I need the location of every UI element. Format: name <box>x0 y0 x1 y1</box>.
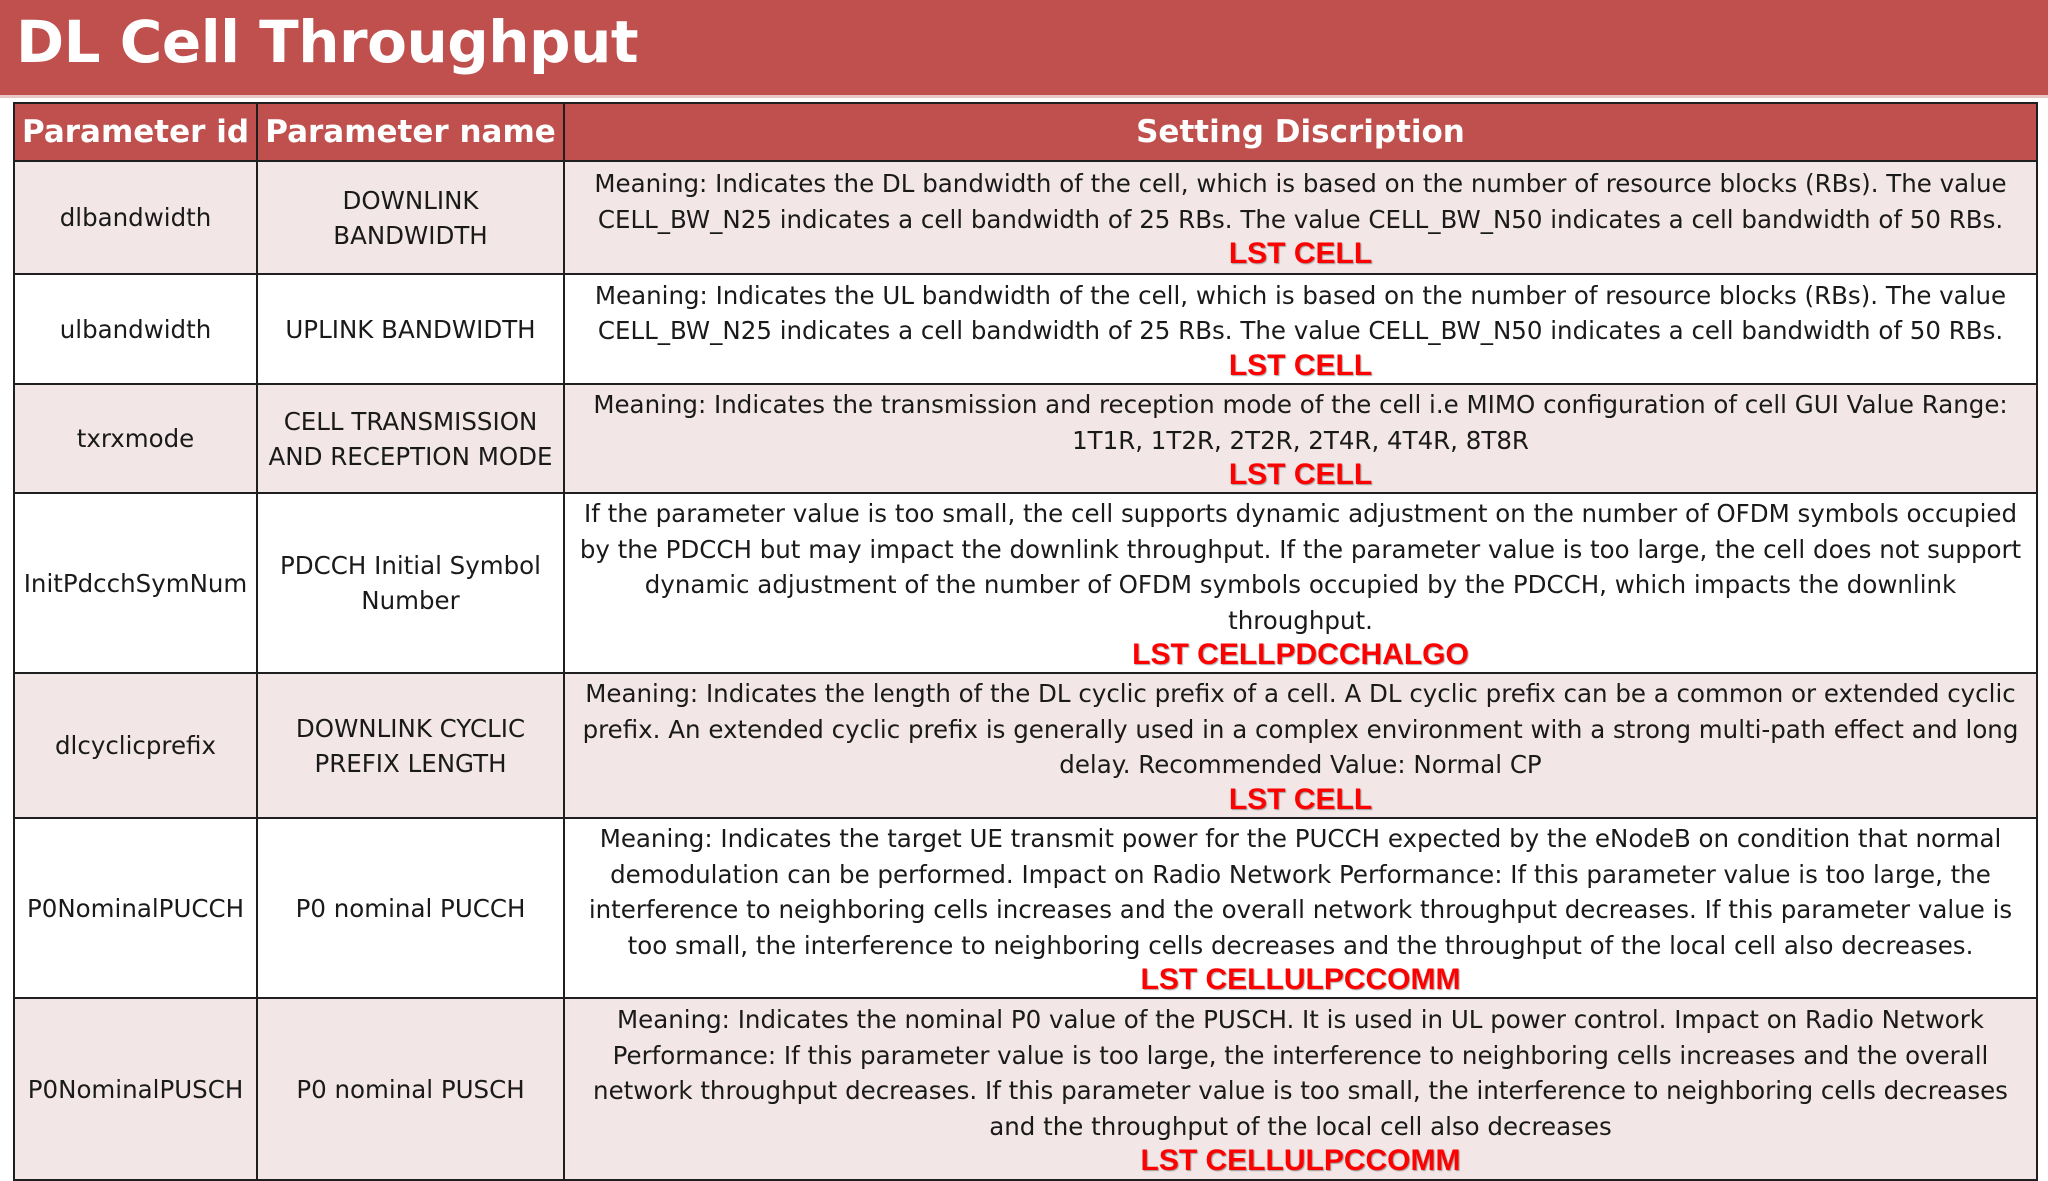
table-row <box>14 274 2037 384</box>
description-text: If the parameter value is too small, the cell supports dynamic adjustment on the number of OFDM symbols occupied by the PDCCH but may impact the downlink throughput. If the parameter value is too large, the cell does not support dynamic adjustment of the number of OFDM symbols occupied by the PDCCH, which impacts the downlink throughput. <box>579 499 2022 635</box>
header-parameter-name: Parameter name <box>257 103 564 161</box>
parameter-table <box>13 102 2038 1181</box>
parameter-id-cell: txrxmode <box>14 384 257 493</box>
table-header-row <box>14 103 2037 161</box>
table-row <box>14 161 2037 274</box>
parameter-name-cell: P0 nominal PUSCH <box>257 998 564 1180</box>
parameter-id-cell: P0NominalPUCCH <box>14 818 257 998</box>
description-cell <box>564 384 2037 493</box>
title-bar <box>0 0 2048 98</box>
command-label: LST CELL <box>1228 782 1373 816</box>
parameter-name-cell: P0 nominal PUCCH <box>257 818 564 998</box>
description-cell <box>564 493 2037 673</box>
parameter-id-cell: ulbandwidth <box>14 274 257 384</box>
command-label: LST CELL <box>1228 458 1373 491</box>
table-row <box>14 818 2037 998</box>
command-label: LST CELLULPCCOMM <box>1140 963 1461 996</box>
table-row <box>14 998 2037 1180</box>
command-label: LST CELL <box>1228 237 1373 270</box>
header-setting-description: Setting Discription <box>564 103 2037 161</box>
parameter-id-cell: P0NominalPUSCH <box>14 998 257 1180</box>
parameter-name-cell: DOWNLINK BANDWIDTH <box>257 161 564 274</box>
description-cell <box>564 818 2037 998</box>
description-text: Meaning: Indicates the length of the DL cyclic prefix of a cell. A DL cyclic prefix can be a common or extended cyclic prefix. An extended cyclic prefix is generally used in a complex environment with a strong multi-path effect and long delay. Recommended Value: Normal CP <box>582 679 2019 780</box>
description-text: Meaning: Indicates the UL bandwidth of the cell, which is based on the number of resource blocks (RBs). The value CELL_BW_N25 indicates a cell bandwidth of 25 RBs. The value CELL_BW_N50 indicates a cell bandwidth of 50 RBs. <box>594 280 2007 345</box>
description-text: Meaning: Indicates the nominal P0 value of the PUSCH. It is used in UL power control. Impact on Radio Network Performance: If this parameter value is too large, the interference to neighboring cells increases and the overall network throughput decreases. If this parameter value is too small, the interference to neighboring cells decreases and the throughput of the local cell also decreases <box>593 1005 2008 1141</box>
table-row <box>14 384 2037 493</box>
command-label: LST CELL <box>1228 348 1373 382</box>
page-title: DL Cell Throughput <box>16 8 639 76</box>
parameter-id-cell: dlcyclicprefix <box>14 673 257 818</box>
description-text: Meaning: Indicates the transmission and reception mode of the cell i.e MIMO configuration of cell GUI Value Range: 1T1R, 1T2R, 2T2R, 2T4R, 4T4R, 8T8R <box>593 390 2008 455</box>
parameter-id-cell: dlbandwidth <box>14 161 257 274</box>
parameter-name-cell: DOWNLINK CYCLIC PREFIX LENGTH <box>257 673 564 818</box>
parameter-name-cell: CELL TRANSMISSION AND RECEPTION MODE <box>257 384 564 493</box>
table-row <box>14 673 2037 818</box>
description-cell <box>564 161 2037 274</box>
description-cell <box>564 274 2037 384</box>
parameter-name-cell: UPLINK BANDWIDTH <box>257 274 564 384</box>
parameter-id-cell: InitPdcchSymNum <box>14 493 257 673</box>
description-text: Meaning: Indicates the DL bandwidth of the cell, which is based on the number of resource blocks (RBs). The value CELL_BW_N25 indicates a cell bandwidth of 25 RBs. The value CELL_BW_N50 indicates a cell bandwidth of 50 RBs. <box>594 169 2007 234</box>
description-cell <box>564 673 2037 818</box>
command-label: LST CELLULPCCOMM <box>1140 1144 1461 1177</box>
parameter-name-cell: PDCCH Initial Symbol Number <box>257 493 564 673</box>
description-text: Meaning: Indicates the target UE transmit power for the PUCCH expected by the eNodeB on condition that normal demodulation can be performed. Impact on Radio Network Performance: If this parameter value is too large, the interference to neighboring cells increases and the overall network throughput decreases. If this parameter value is too small, the interference to neighboring cells decreases and the throughput of the local cell also decreases. <box>588 824 2013 960</box>
table-row <box>14 493 2037 673</box>
header-parameter-id: Parameter id <box>14 103 257 161</box>
command-label: LST CELLPDCCHALGO <box>1132 638 1469 671</box>
description-cell <box>564 998 2037 1180</box>
